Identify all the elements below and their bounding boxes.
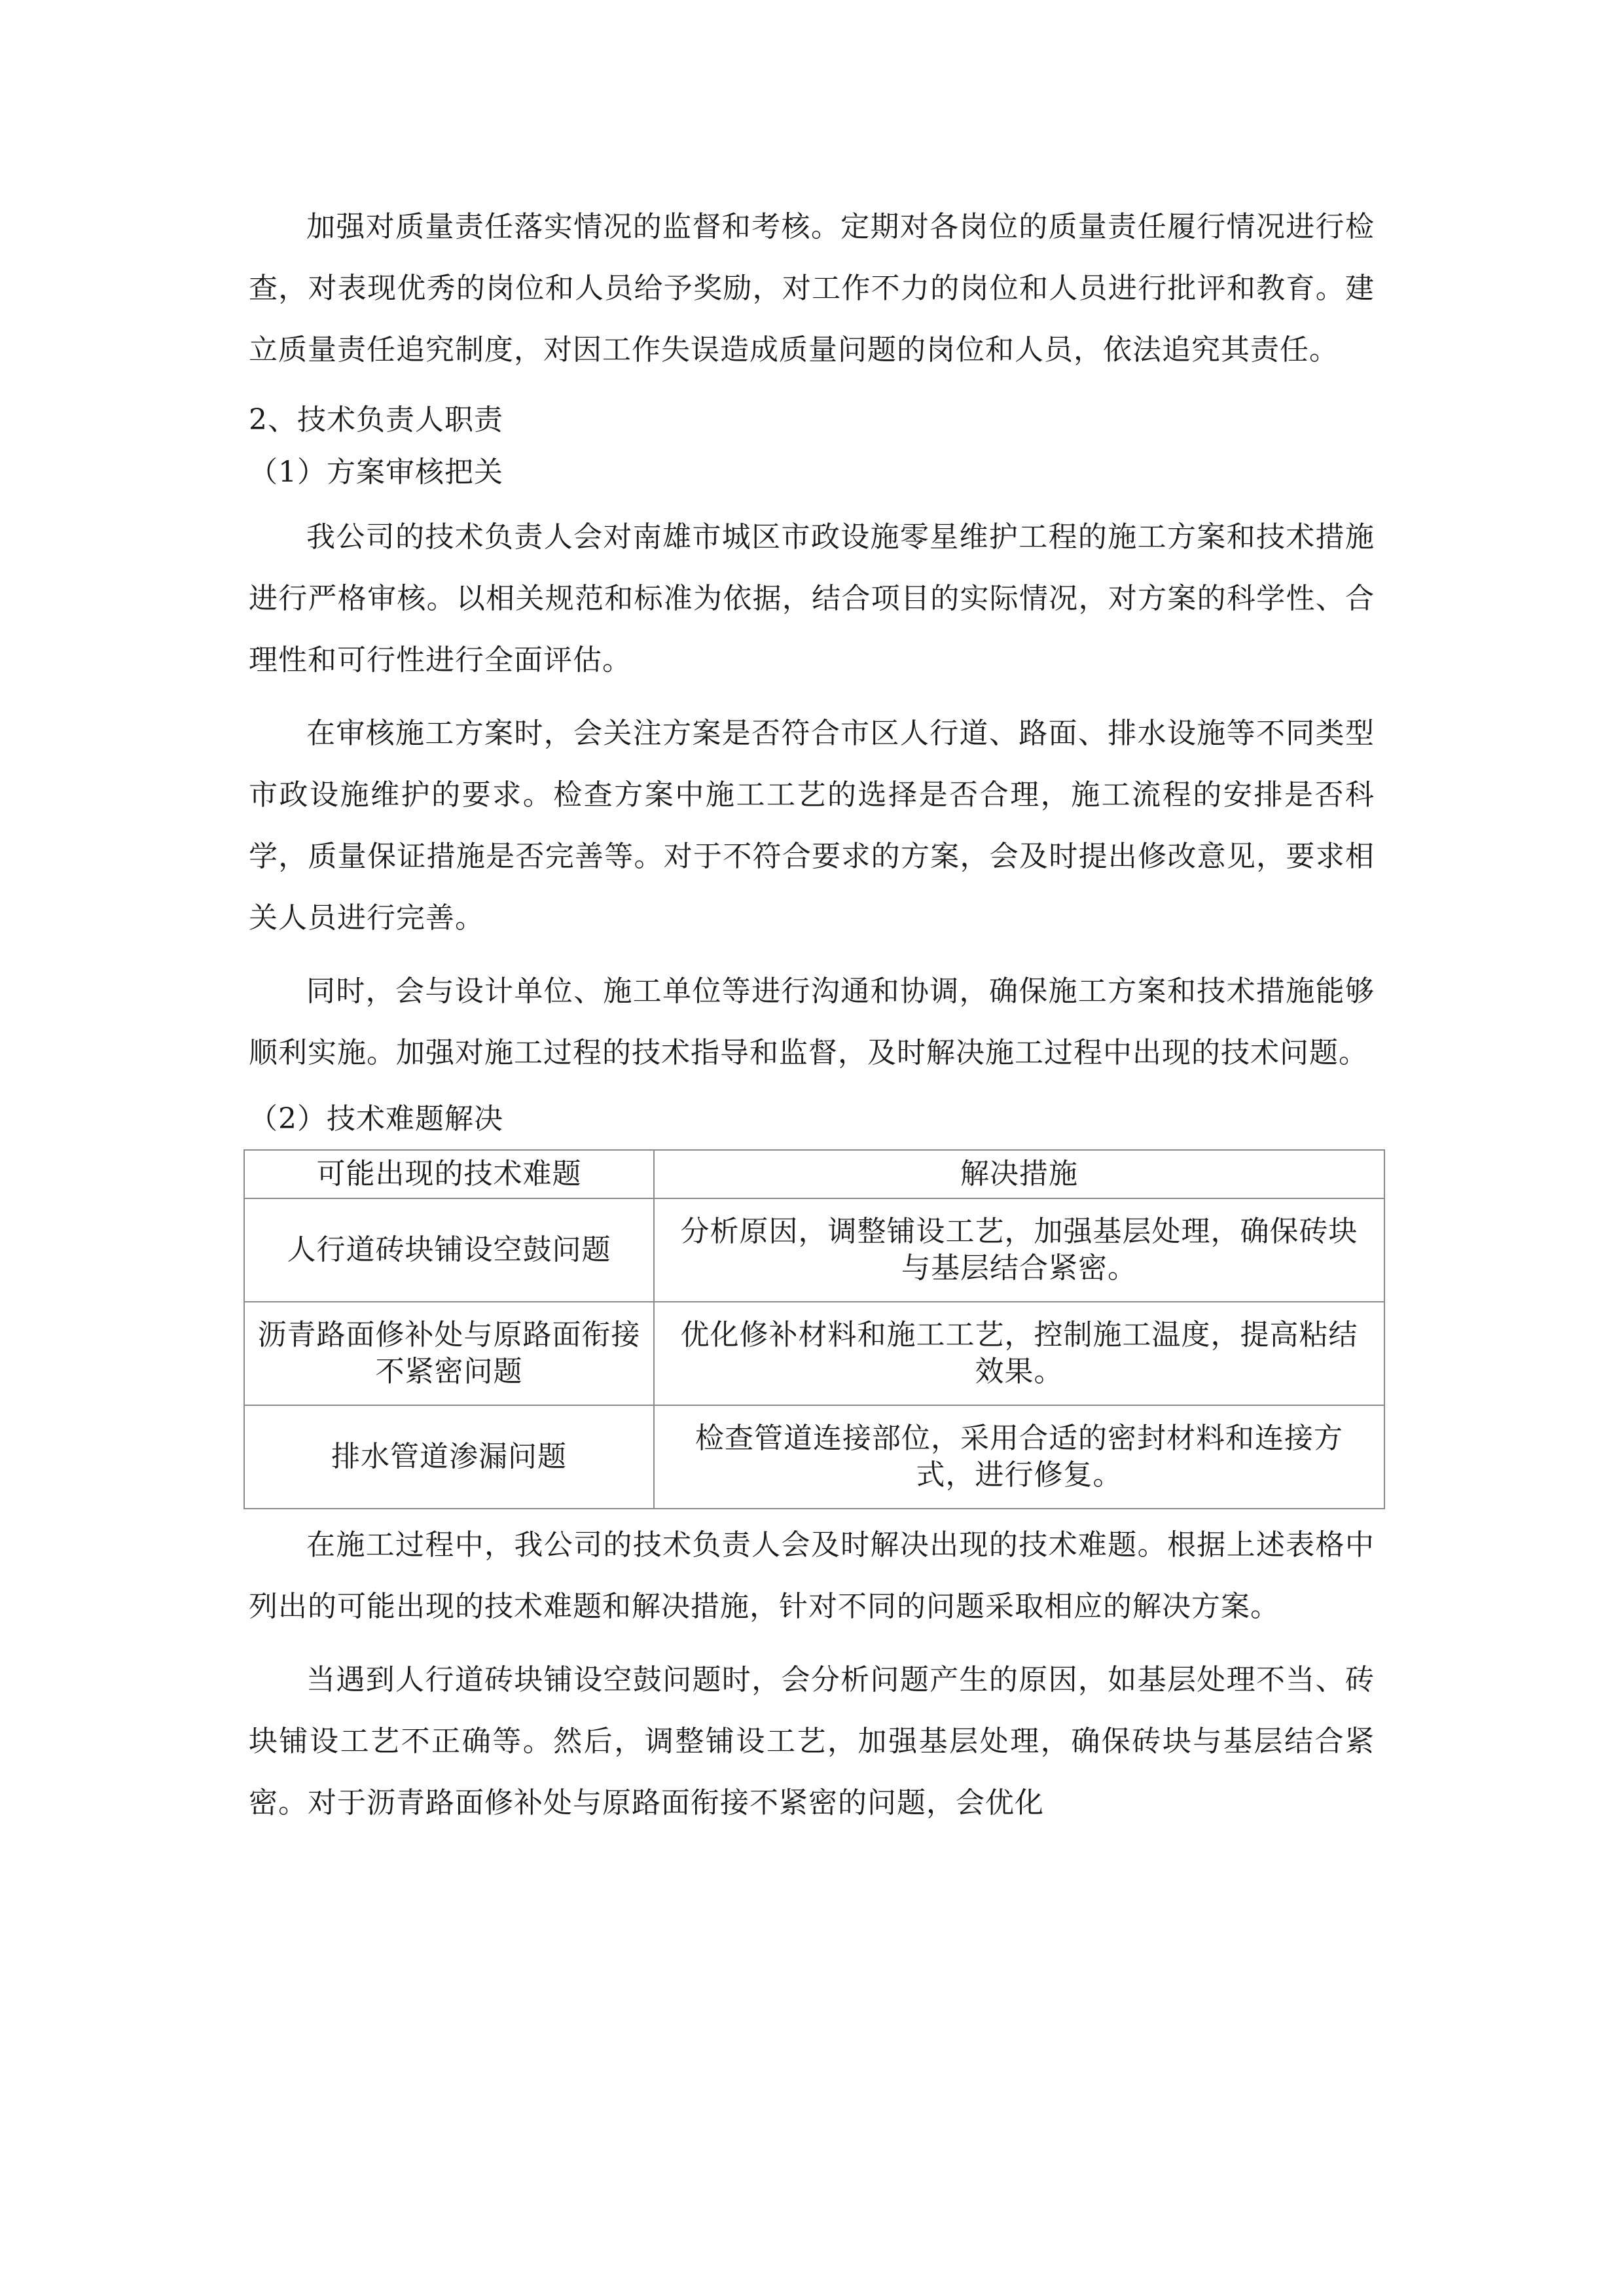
table-header-solution: 解决措施 — [654, 1150, 1384, 1198]
paragraph-plan-review-3: 同时，会与设计单位、施工单位等进行沟通和协调，确保施工方案和技术措施能够顺利实施。加强对施工过程的技术指导和监督，及时解决施工过程中出现的技术问题。 — [249, 975, 1375, 1069]
table-cell-solution: 分析原因，调整铺设工艺，加强基层处理，确保砖块与基层结合紧密。 — [654, 1198, 1384, 1302]
table-row — [244, 1198, 1384, 1302]
table-row — [244, 1302, 1384, 1405]
paragraph-plan-review-1: 我公司的技术负责人会对南雄市城区市政设施零星维护工程的施工方案和技术措施进行严格审核。以相关规范和标准为依据，结合项目的实际情况，对方案的科学性、合理性和可行性进行全面评估。 — [249, 520, 1375, 677]
table-header-problem: 可能出现的技术难题 — [244, 1150, 654, 1198]
paragraph-plan-review-2: 在审核施工方案时，会关注方案是否符合市区人行道、路面、排水设施等不同类型市政设施维护的要求。检查方案中施工工艺的选择是否合理，施工流程的安排是否科学，质量保证措施是否完善等。对于不符合要求的方案，会及时提出修改意见，要求相关人员进行完善。 — [249, 717, 1375, 935]
document-page — [249, 196, 1375, 1834]
table-header-row — [244, 1150, 1384, 1198]
section-heading-tech-lead: 2、技术负责人职责 — [249, 403, 503, 437]
paragraph-tech-problems-1: 在施工过程中，我公司的技术负责人会及时解决出现的技术难题。根据上述表格中列出的可能出现的技术难题和解决措施，针对不同的问题采取相应的解决方案。 — [249, 1528, 1375, 1623]
paragraph-quality-supervision: 加强对质量责任落实情况的监督和考核。定期对各岗位的质量责任履行情况进行检查，对表现优秀的岗位和人员给予奖励，对工作不力的岗位和人员进行批评和教育。建立质量责任追究制度，对因工作失误造成质量问题的岗位和人员，依法追究其责任。 — [249, 210, 1375, 367]
table-cell-problem: 人行道砖块铺设空鼓问题 — [244, 1198, 654, 1302]
table-cell-problem: 沥青路面修补处与原路面衔接不紧密问题 — [244, 1302, 654, 1405]
paragraph-tech-problems-2: 当遇到人行道砖块铺设空鼓问题时，会分析问题产生的原因，如基层处理不当、砖块铺设工艺不正确等。然后，调整铺设工艺，加强基层处理，确保砖块与基层结合紧密。对于沥青路面修补处与原路面衔接不紧密的问题，会优化 — [249, 1663, 1375, 1820]
table-cell-solution: 优化修补材料和施工工艺，控制施工温度，提高粘结效果。 — [654, 1302, 1384, 1405]
table-cell-solution: 检查管道连接部位，采用合适的密封材料和连接方式，进行修复。 — [654, 1405, 1384, 1509]
table-row — [244, 1405, 1384, 1509]
tech-problems-table — [244, 1149, 1385, 1509]
subsection-heading-tech-problems: （2）技术难题解决 — [249, 1102, 503, 1136]
subsection-heading-plan-review: （1）方案审核把关 — [249, 456, 503, 489]
table-cell-problem: 排水管道渗漏问题 — [244, 1405, 654, 1509]
